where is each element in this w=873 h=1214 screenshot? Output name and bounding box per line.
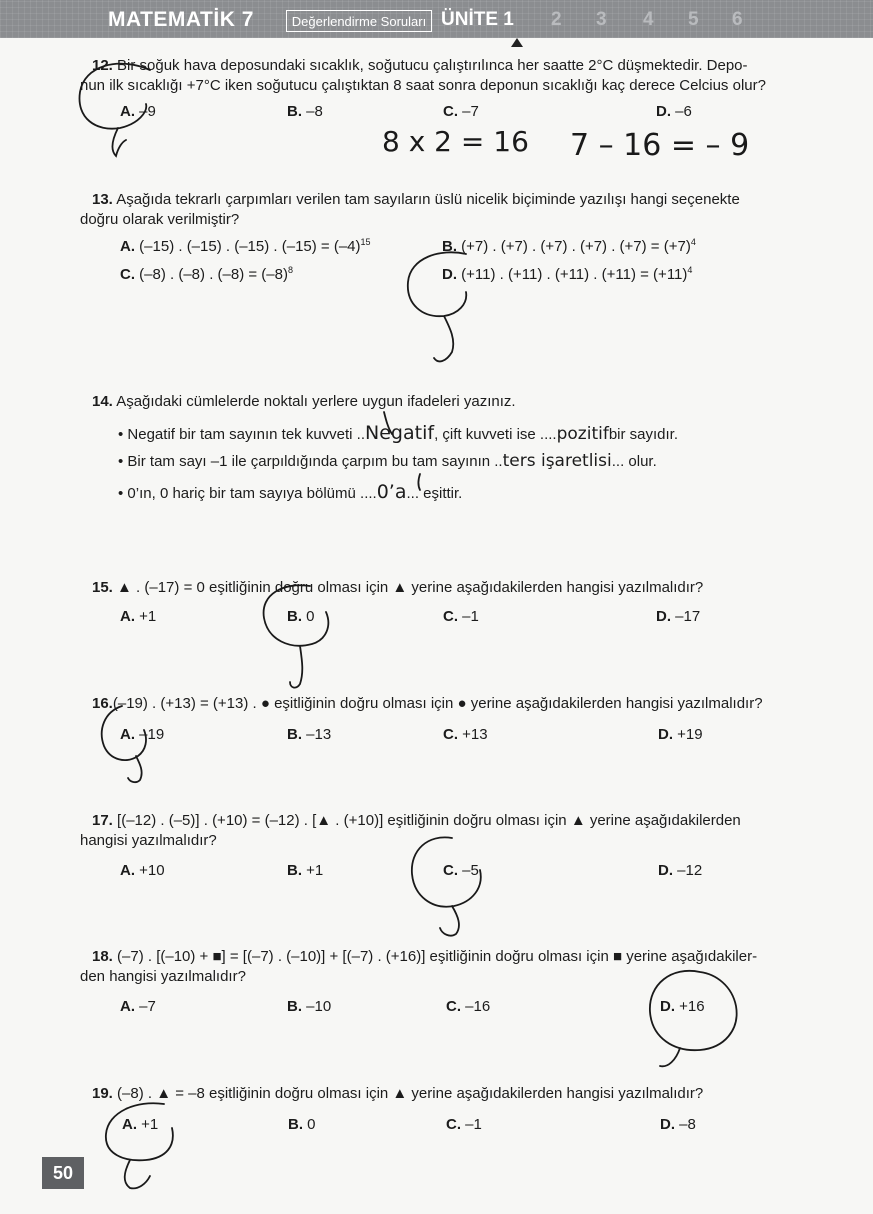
unit-number-3: 3	[596, 9, 607, 30]
question-18-line-1	[92, 947, 757, 967]
unit-number-6: 6	[732, 9, 743, 30]
option-d[interactable]: D. –6	[656, 103, 692, 120]
option-b[interactable]: B. –8	[287, 103, 323, 120]
option-b[interactable]: B. –10	[287, 998, 332, 1015]
handwritten-answer[interactable]: 0’a	[376, 481, 407, 503]
handwritten-answer[interactable]: pozitif	[556, 424, 609, 444]
question-number: 15.	[92, 579, 113, 596]
option-d[interactable]: D. +16	[660, 998, 705, 1015]
question-number: 13.	[92, 191, 113, 208]
option-d[interactable]: D. –17	[656, 608, 701, 625]
unit-number-2: 2	[551, 9, 562, 30]
book-title: MATEMATİK 7	[108, 8, 254, 31]
option-d[interactable]: D. –8	[660, 1116, 696, 1133]
option-b[interactable]: B. (+7) . (+7) . (+7) . (+7) . $(+7) = (+7)^4$	[442, 237, 696, 255]
question-number: 12.	[92, 57, 113, 74]
question-number: 19.	[92, 1085, 113, 1102]
unit-number-4: 4	[643, 9, 654, 30]
answer-circle-q16	[102, 706, 146, 782]
question-text: (–19) . (+13) = (+13) . ● eşitliğinin doğru olması için ● yerine aşağıdakilerden hangisi yazılmalıdır?	[112, 695, 763, 712]
option-a[interactable]: A. –9	[120, 103, 156, 120]
question-12-line-1	[92, 56, 748, 76]
option-a[interactable]: A. +1	[120, 608, 157, 625]
option-c[interactable]: C. –5	[443, 862, 479, 879]
question-number: 16.	[92, 695, 113, 712]
answer-circle-q15	[264, 585, 329, 687]
option-c[interactable]: C. +13	[443, 726, 488, 743]
option-c[interactable]: C. –1	[446, 1116, 482, 1133]
question-14-prompt	[92, 392, 516, 412]
question-18-line-2: den hangisi yazılmalıdır?	[80, 968, 246, 985]
question-13-line-1	[92, 190, 740, 210]
answer-circle-q17	[412, 837, 481, 935]
option-d[interactable]: D. (+11) . (+11) . (+11) . $(+11) = (+11)^4$	[442, 265, 693, 283]
question-16-prompt	[92, 694, 763, 714]
question-text: Aşağıda tekrarlı çarpımları verilen tam sayıların üslü nicelik biçiminde yazılışı hangi seçenekte	[116, 191, 740, 208]
option-a[interactable]: A. –7	[120, 998, 156, 1015]
option-b[interactable]: B. –13	[287, 726, 332, 743]
question-17-line-2: hangisi yazılmalıdır?	[80, 832, 217, 849]
question-number: 14.	[92, 393, 113, 410]
handwritten-calculation-1: 8 x 2 = 16	[382, 125, 529, 158]
answer-circle-q18	[650, 971, 737, 1066]
question-text: (–7) . [(–10) + ■] = [(–7) . (–10)] + [(–7) . (+16)] eşitliğinin doğru olması için ■ yerine aşağıdakiler-	[117, 948, 758, 965]
option-a[interactable]: A. +10	[120, 862, 165, 879]
question-text: (–8) . ▲ = –8 eşitliğinin doğru olması için ▲ yerine aşağıdakilerden hangisi yazılmalıdır?	[117, 1085, 704, 1102]
question-number: 17.	[92, 812, 113, 829]
option-c[interactable]: C. –16	[446, 998, 491, 1015]
option-d[interactable]: D. –12	[658, 862, 703, 879]
question-number: 18.	[92, 948, 113, 965]
option-a[interactable]: A. –19	[120, 726, 165, 743]
unit-number-5: 5	[688, 9, 699, 30]
question-text: Bir soğuk hava deposundaki sıcaklık, soğutucu çalıştırılınca her saatte 2°C düşmektedir. Depo-	[117, 57, 748, 74]
current-unit-marker-icon	[511, 38, 523, 47]
handwritten-answer[interactable]: Negatif	[365, 422, 435, 444]
page-header	[0, 0, 873, 38]
section-label: Değerlendirme Soruları	[286, 10, 432, 32]
option-a[interactable]: A. (–15) . (–15) . (–15) . $(-15) = (-4)^{15}$	[120, 237, 371, 255]
fill-in-line-1: • Negatif bir tam sayının tek kuvveti ..Negatif, çift kuvveti ise ....pozitifbir sayıdır.	[118, 422, 679, 444]
question-13-line-2: doğru olarak verilmiştir?	[80, 211, 240, 228]
option-a[interactable]: A. +1	[122, 1116, 159, 1133]
question-17-line-1	[92, 811, 741, 831]
question-text: [(–12) . (–5)] . (+10) = (–12) . [▲ . (+10)] eşitliğinin doğru olması için ▲ yerine aşağıdakilerden	[117, 812, 741, 829]
handwritten-answer[interactable]: ters işaretlisi	[502, 451, 612, 471]
question-text: ▲ . (–17) = 0 eşitliğinin doğru olması için ▲ yerine aşağıdakilerden hangisi yazılmalıdır?	[117, 579, 704, 596]
question-text: Aşağıdaki cümlelerde noktalı yerlere uygun ifadeleri yazınız.	[116, 393, 516, 410]
option-d[interactable]: D. +19	[658, 726, 703, 743]
question-12-line-2: nun ilk sıcaklığı +7°C iken soğutucu çalıştıktan 8 saat sonra deponun sıcaklığı kaç derece Celcius olur?	[80, 77, 766, 94]
option-b[interactable]: B. 0	[287, 608, 315, 625]
option-c[interactable]: C. –1	[443, 608, 479, 625]
option-b[interactable]: B. +1	[287, 862, 324, 879]
option-c[interactable]: C. –7	[443, 103, 479, 120]
handwritten-calculation-2: 7 – 16 = – 9	[570, 128, 750, 163]
question-15-prompt	[92, 578, 703, 598]
page-number: 50	[42, 1157, 84, 1189]
option-c[interactable]: C. (–8) . (–8) . $(-8) = (-8)^8$	[120, 265, 293, 283]
option-b[interactable]: B. 0	[288, 1116, 316, 1133]
question-19-prompt	[92, 1084, 703, 1104]
unit-label: ÜNİTE 1	[441, 9, 514, 30]
fill-in-line-2: • Bir tam sayı –1 ile çarpıldığında çarpım bu tam sayının ..ters işaretlisi... olur.	[118, 451, 657, 471]
fill-in-line-3: • 0’ın, 0 hariç bir tam sayıya bölümü ....0’a... eşittir.	[118, 481, 463, 503]
